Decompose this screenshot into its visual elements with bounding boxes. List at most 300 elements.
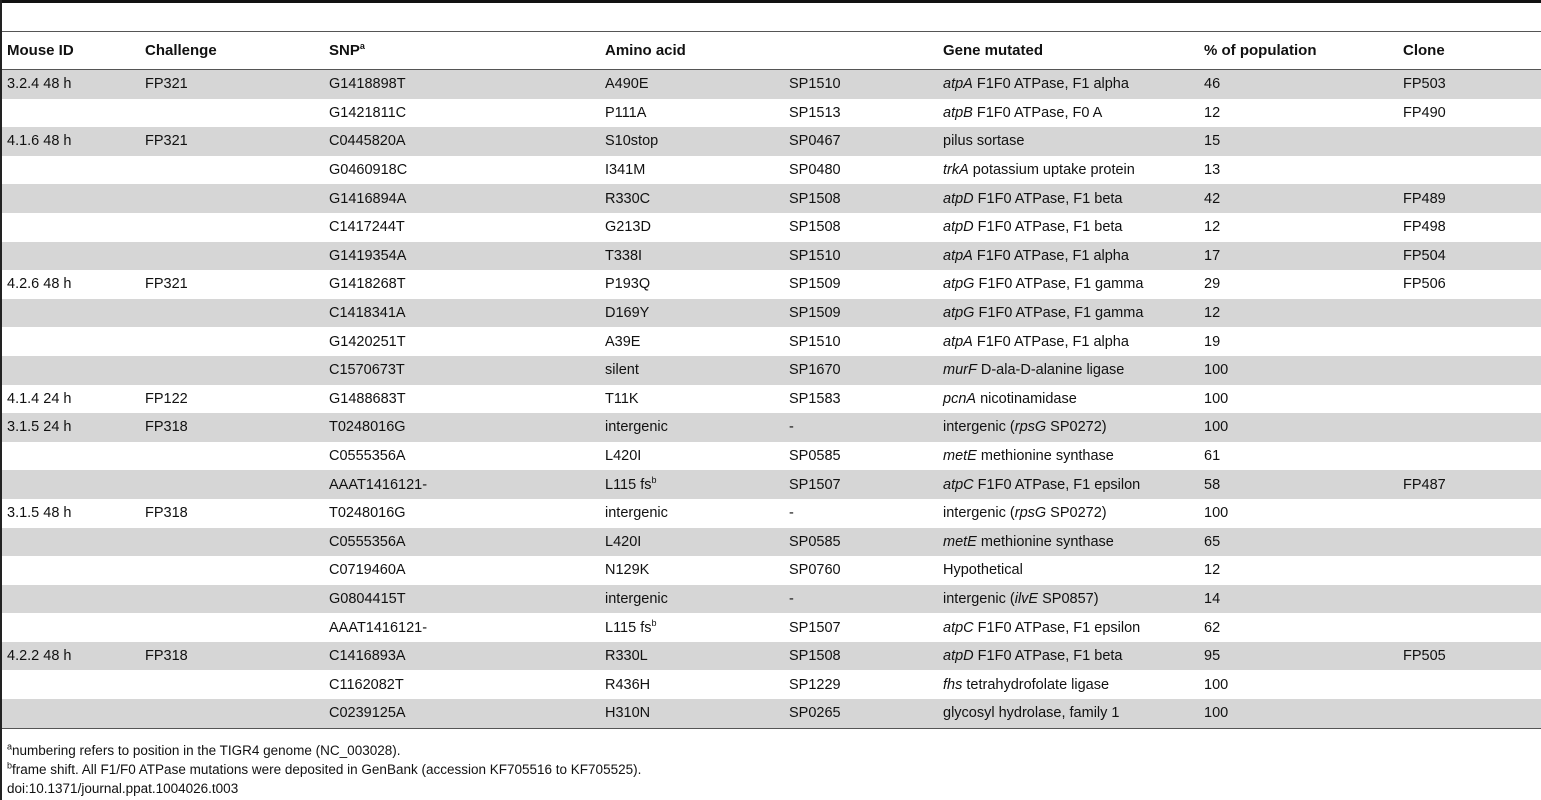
cell-challenge [140,299,324,328]
cell-clone [1398,413,1541,442]
cell-amino-acid [600,442,784,471]
gene-description: pilus sortase [943,133,1025,150]
cell-locus: SP1508 [784,184,938,213]
cell-gene-mutated [938,613,1199,642]
cell-mouse-id [2,470,140,499]
cell-locus: SP1509 [784,299,938,328]
amino-acid-value: L115 fs [605,619,652,636]
cell-gene-mutated [938,499,1199,528]
cell-clone [1398,356,1541,385]
cell-gene-mutated [938,270,1199,299]
table-row [2,70,1541,99]
header-clone: Clone [1398,32,1541,70]
cell-clone: FP487 [1398,470,1541,499]
cell-challenge: FP321 [145,276,188,293]
cell-gene-mutated [938,385,1199,414]
cell-locus: SP1508 [784,642,938,671]
doi-link[interactable]: doi:10.1371/journal.ppat.1004026.t003 [7,781,239,796]
cell-pct-population: 12 [1204,219,1221,236]
cell-gene-mutated [938,528,1199,557]
table-row [2,385,1541,414]
cell-mouse-id [2,613,140,642]
gene-prefix: intergenic ( [943,505,1015,522]
cell-challenge [140,670,324,699]
gene-description: F1F0 ATPase, F1 gamma [974,276,1144,293]
gene-description: F1F0 ATPase, F1 beta [973,190,1123,207]
cell-amino-acid [600,585,784,614]
gene-symbol: ilvE [1014,590,1039,607]
gene-symbol: atpG [943,305,975,322]
cell-mouse-id [2,556,140,585]
cell-locus: SP1508 [789,219,841,236]
cell-gene-mutated [938,99,1199,128]
gene-symbol: atpA [943,247,973,264]
cell-locus: SP1507 [789,619,841,636]
cell-gene-mutated [938,442,1199,471]
cell-mouse-id [2,299,140,328]
cell-pct-population: 17 [1199,242,1398,271]
gene-symbol: rpsG [1014,419,1047,436]
cell-pct-population: 12 [1199,299,1398,328]
table-row [2,327,1541,356]
cell-pct-population: 15 [1199,127,1398,156]
cell-mouse-id [2,528,140,557]
table-row [2,642,1541,671]
cell-amino-acid [600,613,784,642]
gene-description: tetrahydrofolate ligase [962,676,1110,693]
gene-description: F1F0 ATPase, F1 epsilon [973,476,1141,493]
cell-mouse-id [2,327,140,356]
cell-snp: AAAT1416121- [324,470,600,499]
cell-mouse-id [2,442,140,471]
cell-clone: FP489 [1398,184,1541,213]
gene-description: SP0857) [1038,590,1099,607]
cell-gene-mutated [938,670,1199,699]
cell-challenge [140,184,324,213]
amino-acid-value: S10stop [605,133,659,150]
cell-amino-acid [600,499,784,528]
cell-mouse-id: 3.1.5 48 h [7,505,72,522]
cell-gene-mutated [938,356,1199,385]
amino-acid-value: G213D [605,219,651,236]
header-gene-mutated: Gene mutated [938,32,1199,70]
cell-pct-population: 100 [1199,413,1398,442]
gene-description: nicotinamidase [976,390,1077,407]
cell-challenge [140,213,324,242]
cell-locus: SP1229 [789,676,841,693]
amino-acid-value: intergenic [605,590,668,607]
cell-mouse-id: 4.2.2 48 h [2,642,140,671]
table-row [2,699,1541,728]
cell-pct-population: 95 [1199,642,1398,671]
table-row [2,242,1541,271]
cell-clone [1398,699,1541,728]
cell-amino-acid [600,356,784,385]
cell-locus: SP0585 [789,448,841,465]
cell-amino-acid [600,385,784,414]
cell-locus: - [784,413,938,442]
cell-clone [1398,670,1541,699]
cell-challenge [140,156,324,185]
cell-gene-mutated [938,585,1199,614]
cell-pct-population: 12 [1204,562,1221,579]
cell-amino-acid [600,556,784,585]
cell-pct-population: 14 [1199,585,1398,614]
gene-symbol: atpB [943,104,973,121]
table-row [2,213,1541,242]
table-row [2,442,1541,471]
cell-pct-population: 12 [1204,104,1221,121]
cell-clone [1398,156,1541,185]
gene-description: SP0272) [1046,505,1107,522]
header-mouse-id: Mouse ID [2,32,140,70]
cell-pct-population: 100 [1199,356,1398,385]
cell-snp: G1420251T [329,333,406,350]
cell-amino-acid [600,127,784,156]
gene-symbol: atpC [943,619,974,636]
cell-clone [1398,499,1541,528]
amino-acid-value: intergenic [605,505,668,522]
cell-gene-mutated [938,470,1199,499]
cell-amino-acid [600,413,784,442]
amino-acid-value: L420I [605,448,642,465]
cell-snp: G1488683T [329,390,406,407]
gene-symbol: fhs [943,676,963,693]
table-header-row [2,32,1541,70]
cell-challenge [140,99,324,128]
cell-clone: FP503 [1398,70,1541,99]
table-row [2,127,1541,156]
cell-amino-acid [600,156,784,185]
cell-gene-mutated [938,699,1199,728]
amino-acid-value: H310N [605,705,651,722]
cell-clone [1398,127,1541,156]
gene-symbol: atpG [943,276,975,293]
cell-clone [1398,385,1541,414]
amino-acid-value: L115 fs [605,476,652,493]
snp-table-container [2,31,1541,729]
cell-locus: SP1509 [789,276,841,293]
gene-description: methionine synthase [976,533,1114,550]
cell-mouse-id: 3.1.5 24 h [2,413,140,442]
gene-description: D-ala-D-alanine ligase [976,362,1125,379]
gene-symbol: trkA [943,162,969,179]
cell-mouse-id [2,699,140,728]
cell-mouse-id: 4.2.6 48 h [7,276,72,293]
cell-gene-mutated [938,242,1199,271]
cell-snp: T0248016G [324,413,600,442]
gene-symbol: atpA [943,333,973,350]
cell-snp: G1418268T [329,276,406,293]
footnote-a-mark: a [7,741,13,752]
cell-locus: SP1510 [789,333,841,350]
cell-amino-acid [600,299,784,328]
cell-challenge [140,327,324,356]
table-footnotes [7,741,641,798]
top-border-rule [2,0,1541,3]
cell-locus: - [784,585,938,614]
cell-locus: SP1513 [789,104,841,121]
cell-challenge: FP318 [140,413,324,442]
cell-clone [1398,556,1541,585]
cell-pct-population: 62 [1204,619,1221,636]
gene-symbol: atpD [943,648,974,665]
cell-mouse-id [2,242,140,271]
cell-challenge: FP321 [140,127,324,156]
header-amino-acid: Amino acid [600,32,784,70]
cell-mouse-id [2,670,140,699]
cell-snp: T0248016G [329,505,406,522]
footnote-b-text: frame shift. All F1/F0 ATPase mutations were deposited in GenBank (accession KF705516 to KF705525). [12,762,642,777]
gene-description: SP0272) [1046,419,1107,436]
cell-snp: G1419354A [324,242,600,271]
cell-locus: SP1510 [784,242,938,271]
cell-snp: C0555356A [324,528,600,557]
cell-clone [1398,528,1541,557]
cell-locus: SP0585 [784,528,938,557]
cell-mouse-id: 4.1.6 48 h [2,127,140,156]
cell-amino-acid [600,528,784,557]
gene-symbol: murF [943,362,977,379]
table-row [2,413,1541,442]
cell-amino-acid [600,699,784,728]
snp-table [2,31,1541,729]
cell-pct-population: 61 [1204,448,1221,465]
amino-acid-value: N129K [605,562,650,579]
cell-challenge [140,470,324,499]
gene-description: F1F0 ATPase, F1 alpha [972,333,1129,350]
cell-gene-mutated [938,127,1199,156]
gene-prefix: intergenic ( [943,419,1015,436]
cell-snp: G0460918C [329,162,408,179]
amino-acid-value: A490E [605,76,649,93]
table-row [2,556,1541,585]
cell-mouse-id [2,99,140,128]
cell-pct-population: 100 [1204,505,1229,522]
cell-snp: G1416894A [324,184,600,213]
cell-locus: SP1583 [789,390,841,407]
table-row [2,470,1541,499]
amino-acid-value: I341M [605,162,646,179]
cell-pct-population: 46 [1199,70,1398,99]
cell-amino-acid [600,99,784,128]
cell-challenge: FP318 [140,642,324,671]
cell-clone: FP504 [1398,242,1541,271]
cell-gene-mutated [938,299,1199,328]
cell-snp: C0555356A [329,448,406,465]
cell-challenge: FP122 [145,390,188,407]
header-snp [324,32,600,70]
cell-challenge [140,356,324,385]
cell-gene-mutated [938,556,1199,585]
cell-clone [1398,585,1541,614]
cell-mouse-id [2,585,140,614]
cell-clone: FP506 [1403,276,1446,293]
cell-amino-acid [600,327,784,356]
cell-amino-acid [600,213,784,242]
gene-symbol: metE [943,448,977,465]
footnote-a [7,741,641,760]
cell-pct-population: 42 [1199,184,1398,213]
cell-gene-mutated [938,156,1199,185]
cell-challenge: FP318 [145,505,188,522]
gene-symbol: atpC [943,476,974,493]
table-row [2,99,1541,128]
header-snp-footnote-mark: a [359,41,365,51]
cell-challenge [140,556,324,585]
amino-acid-value: P111A [605,104,647,121]
cell-clone [1398,442,1541,471]
gene-prefix: intergenic ( [943,590,1015,607]
amino-acid-value: R436H [605,676,651,693]
gene-description: F1F0 ATPase, F1 alpha [972,76,1129,93]
gene-symbol: metE [943,533,977,550]
table-row [2,528,1541,557]
amino-acid-value: intergenic [605,419,668,436]
cell-challenge [140,528,324,557]
cell-clone [1398,299,1541,328]
gene-description: F1F0 ATPase, F1 beta [973,219,1123,236]
cell-gene-mutated [938,327,1199,356]
gene-symbol: atpD [943,219,974,236]
gene-description: F1F0 ATPase, F0 A [972,104,1103,121]
cell-challenge [140,242,324,271]
amino-acid-value: A39E [605,333,641,350]
gene-description: F1F0 ATPase, F1 gamma [974,305,1144,322]
cell-pct-population: 100 [1204,676,1229,693]
cell-snp: C0239125A [324,699,600,728]
cell-gene-mutated [938,213,1199,242]
gene-description: methionine synthase [976,448,1114,465]
gene-description: F1F0 ATPase, F1 alpha [972,247,1129,264]
cell-snp: G0804415T [324,585,600,614]
gene-description: glycosyl hydrolase, family 1 [943,705,1120,722]
cell-challenge [140,613,324,642]
amino-acid-value: R330C [605,190,651,207]
cell-clone [1398,327,1541,356]
cell-snp: C0719460A [329,562,406,579]
cell-challenge [140,699,324,728]
cell-mouse-id [2,213,140,242]
cell-gene-mutated [938,70,1199,99]
cell-gene-mutated [938,184,1199,213]
cell-amino-acid [600,642,784,671]
cell-snp: C1418341A [324,299,600,328]
cell-pct-population: 100 [1199,699,1398,728]
cell-snp: C1417244T [329,219,405,236]
amino-acid-value: silent [605,362,639,379]
gene-description: potassium uptake protein [968,162,1135,179]
cell-amino-acid [600,670,784,699]
header-snp-label: SNP [329,42,360,59]
cell-snp: AAAT1416121- [329,619,428,636]
cell-snp: C1416893A [324,642,600,671]
table-row [2,270,1541,299]
gene-symbol: pcnA [943,390,977,407]
amino-acid-value: T338I [605,247,643,264]
cell-locus: - [789,505,794,522]
cell-locus: SP0760 [789,562,841,579]
cell-challenge [140,585,324,614]
cell-pct-population: 58 [1199,470,1398,499]
cell-clone [1398,613,1541,642]
table-row [2,299,1541,328]
cell-amino-acid [600,470,784,499]
gene-symbol: rpsG [1014,505,1047,522]
cell-locus: SP0480 [789,162,841,179]
cell-mouse-id [2,184,140,213]
cell-challenge [140,442,324,471]
gene-symbol: atpD [943,190,974,207]
cell-locus: SP0265 [784,699,938,728]
header-pct-population: % of population [1199,32,1398,70]
cell-mouse-id: 4.1.4 24 h [7,390,72,407]
cell-pct-population: 19 [1204,333,1221,350]
cell-snp: C1570673T [324,356,600,385]
cell-snp: C0445820A [324,127,600,156]
gene-description: F1F0 ATPase, F1 epsilon [973,619,1141,636]
gene-description: F1F0 ATPase, F1 beta [973,648,1123,665]
cell-clone: FP505 [1398,642,1541,671]
cell-pct-population: 13 [1204,162,1221,179]
table-row [2,156,1541,185]
cell-amino-acid [600,242,784,271]
amino-acid-footnote-mark: b [651,617,657,628]
cell-snp: G1421811C [329,104,407,121]
cell-locus: SP0467 [784,127,938,156]
cell-pct-population: 29 [1204,276,1221,293]
footnote-a-text: numbering refers to position in the TIGR4 genome (NC_003028). [12,743,401,758]
cell-amino-acid [600,70,784,99]
amino-acid-value: T11K [605,390,639,407]
gene-description: Hypothetical [943,562,1023,579]
cell-mouse-id: 3.2.4 48 h [2,70,140,99]
table-body [2,70,1541,729]
table-row [2,184,1541,213]
cell-clone: FP490 [1403,104,1446,121]
cell-locus: SP1510 [784,70,938,99]
table-row [2,499,1541,528]
cell-challenge: FP321 [140,70,324,99]
cell-pct-population: 65 [1199,528,1398,557]
amino-acid-value: L420I [605,533,642,550]
cell-snp: G1418898T [324,70,600,99]
table-row [2,613,1541,642]
cell-locus: SP1670 [784,356,938,385]
cell-mouse-id [2,356,140,385]
cell-pct-population: 100 [1204,390,1229,407]
cell-gene-mutated [938,413,1199,442]
amino-acid-value: R330L [605,648,648,665]
gene-symbol: atpA [943,76,973,93]
header-locus [784,32,938,70]
table-row [2,670,1541,699]
amino-acid-footnote-mark: b [651,474,657,485]
table-row [2,585,1541,614]
cell-clone: FP498 [1403,219,1446,236]
table-row [2,356,1541,385]
footnote-b [7,760,641,779]
cell-amino-acid [600,184,784,213]
header-challenge: Challenge [140,32,324,70]
cell-locus: SP1507 [784,470,938,499]
cell-snp: C1162082T [329,676,404,693]
amino-acid-value: P193Q [605,276,651,293]
cell-mouse-id [2,156,140,185]
footnote-b-mark: b [7,760,13,771]
amino-acid-value: D169Y [605,305,650,322]
cell-gene-mutated [938,642,1199,671]
